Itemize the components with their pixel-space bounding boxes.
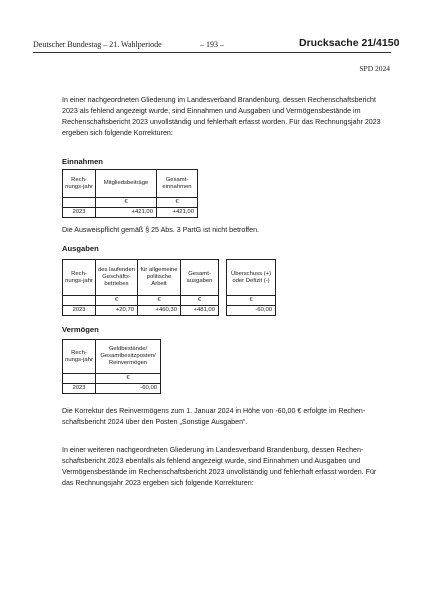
header-cell: Überschuss (+) oder Defizit (-) bbox=[227, 260, 276, 296]
unit-cell bbox=[63, 296, 96, 306]
vermoegen-heading: Vermögen bbox=[62, 325, 99, 334]
unit-cell: € bbox=[138, 296, 181, 306]
header-cell: Gesamt-ausgaben bbox=[181, 260, 219, 296]
value-cell: +421,00 bbox=[96, 208, 157, 218]
header-cell: Rech-nungs-jahr bbox=[63, 260, 96, 296]
einnahmen-heading: Einnahmen bbox=[62, 157, 103, 166]
unit-cell: € bbox=[96, 198, 157, 208]
header-cell: Gesamt-einnahmen bbox=[157, 170, 198, 198]
unit-cell: € bbox=[96, 296, 138, 306]
unit-cell: € bbox=[181, 296, 219, 306]
header-cell: des laufenden Geschäfts-betriebes bbox=[96, 260, 138, 296]
value-cell: +481,00 bbox=[181, 306, 219, 316]
ausgaben-heading: Ausgaben bbox=[62, 244, 99, 253]
unit-cell bbox=[63, 198, 96, 208]
year-cell: 2023 bbox=[63, 208, 96, 218]
value-cell: +421,00 bbox=[157, 208, 198, 218]
header-title: Deutscher Bundestag – 21. Wahlperiode bbox=[33, 40, 162, 49]
value-cell: -60,00 bbox=[227, 306, 276, 316]
year-cell: 2023 bbox=[63, 306, 96, 316]
korrektur-paragraph: Die Korrektur des Reinvermögens zum 1. Januar 2024 in Höhe von -60,00 € erfolgte im Rechen-schaftsbericht 2024 über den Posten „Sonstige Ausgaben“. bbox=[62, 407, 366, 426]
header-cell: Rech-nungs-jahr bbox=[63, 170, 96, 198]
einnahmen-table bbox=[62, 169, 198, 218]
ueberschuss-table bbox=[226, 259, 276, 316]
year-cell: 2023 bbox=[63, 384, 96, 394]
unit-cell bbox=[63, 374, 96, 384]
page-number: – 193 – bbox=[200, 40, 224, 49]
vermoegen-table bbox=[62, 339, 161, 394]
unit-cell: € bbox=[96, 374, 161, 384]
header-cell: Rech-nungs-jahr bbox=[63, 340, 96, 374]
value-cell: -60,00 bbox=[96, 384, 161, 394]
unit-cell: € bbox=[227, 296, 276, 306]
unit-cell: € bbox=[157, 198, 198, 208]
drucksache-number: Drucksache 21/4150 bbox=[299, 37, 400, 49]
header-rule bbox=[33, 52, 391, 53]
header-cell: für allgemeine politische Arbeit bbox=[138, 260, 181, 296]
ausweis-note: Die Ausweispflicht gemäß § 25 Abs. 3 PartG ist nicht betroffen. bbox=[62, 226, 260, 234]
intro-paragraph: In einer nachgeordneten Gliederung im Landesverband Brandenburg, dessen Rechenschaftsbericht 2023 als fehlend angezeigt wurde, sind Einnahmen und Ausgaben und Vermögensbestände im Rechenschaftsbericht 2023 unvollständig und fehlerhaft erfasst worden. Für das Rechnungsjahr 2023 ergeben sich folgende Korrekturen: bbox=[62, 96, 381, 137]
ausgaben-table bbox=[62, 259, 219, 316]
second-paragraph: In einer weiteren nachgeordneten Gliederung im Landesverband Brandenburg, dessen Rechen-schaftsbericht 2023 ebenfalls als fehlend angezeigt wurde, sind Einnahmen und Ausgaben und Vermögensbestände im Rechenschaftsbericht 2023 unvollständig und fehlerhaft erfasst worden. Für das Rechnungsjahr 2023 ergeben sich folgende Korrekturen: bbox=[62, 446, 377, 487]
header-cell: Mitgliedsbeiträge bbox=[96, 170, 157, 198]
party-label: SPD 2024 bbox=[359, 64, 390, 73]
value-cell: +20,70 bbox=[96, 306, 138, 316]
value-cell: +460,30 bbox=[138, 306, 181, 316]
header-cell: Geldbestände/ Gesamtbesitzposten/ Reinvermögen bbox=[96, 340, 161, 374]
